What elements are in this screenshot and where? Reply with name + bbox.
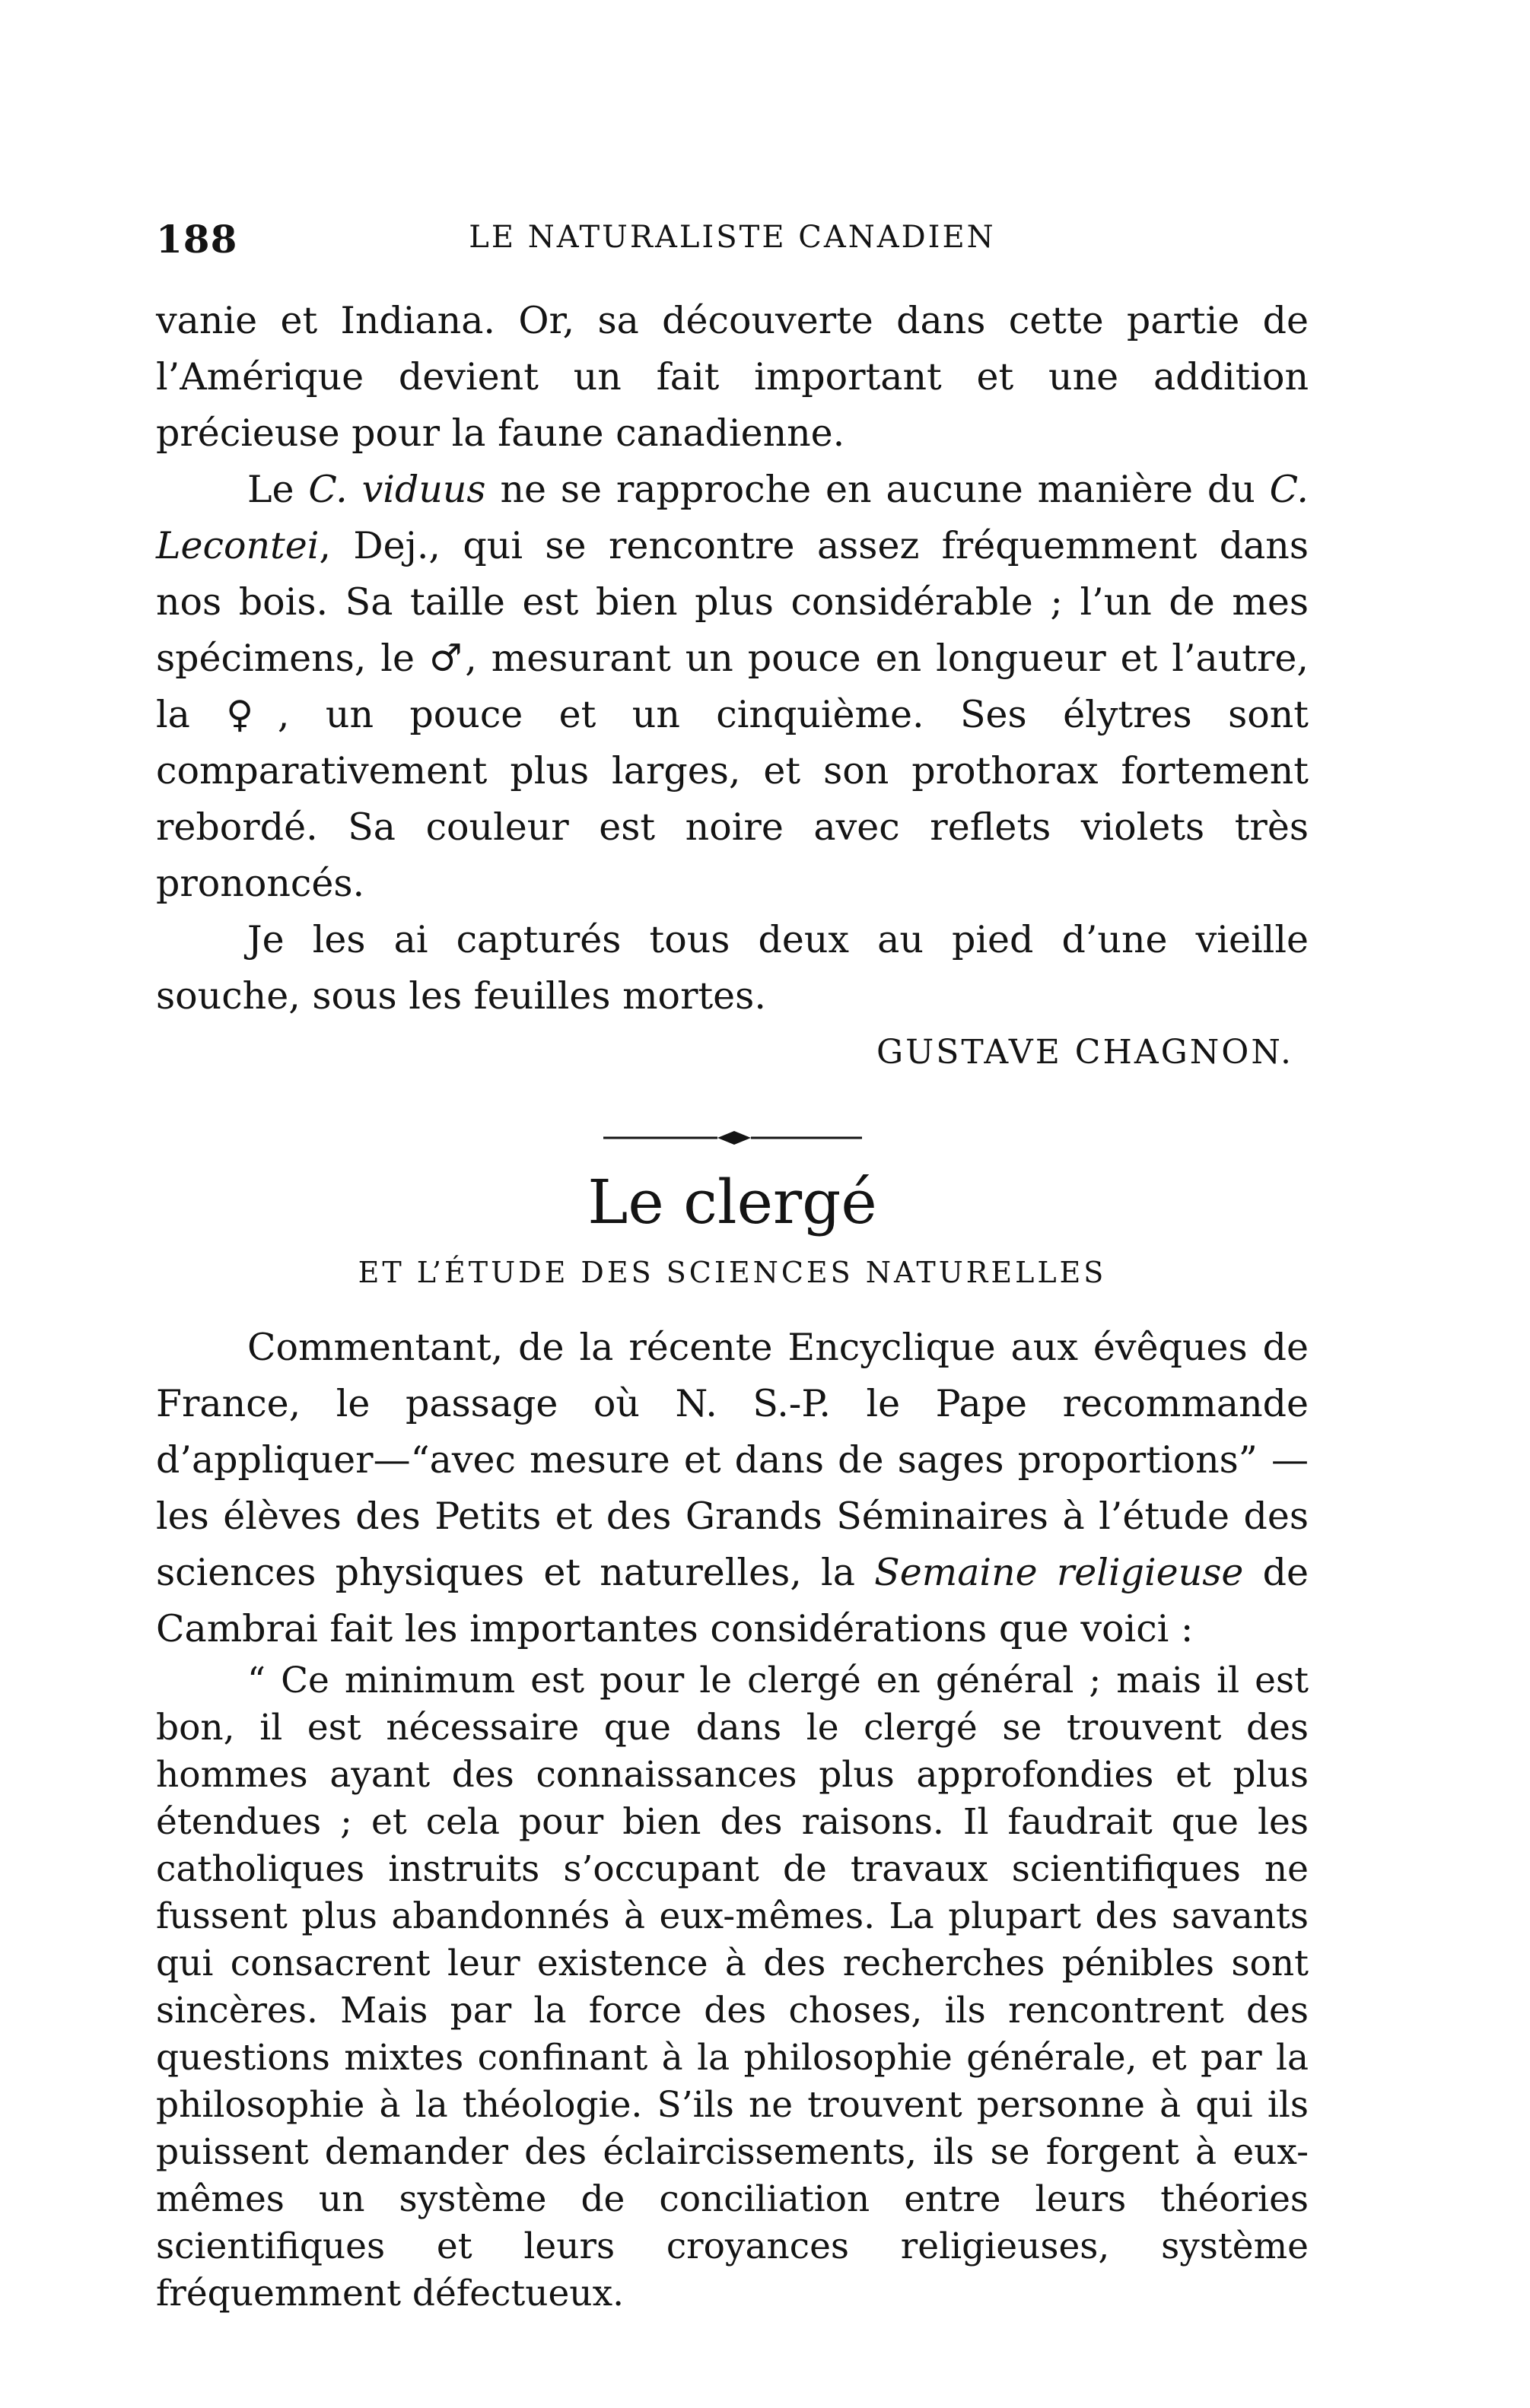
article-subtitle: ET L’ÉTUDE DES SCIENCES NATURELLES bbox=[358, 1256, 1107, 1289]
author-signature: GUSTAVE CHAGNON. bbox=[876, 1033, 1293, 1072]
article-body-2 bbox=[156, 1320, 1309, 1657]
species-name: C. viduus bbox=[308, 468, 486, 511]
paragraph bbox=[156, 462, 1309, 912]
article-title: Le clergé bbox=[587, 1167, 877, 1237]
publication-name: Semaine religieuse bbox=[874, 1551, 1244, 1594]
page-number: 188 bbox=[156, 217, 238, 262]
text: Le bbox=[247, 468, 309, 511]
quote-paragraph: “ Ce minimum est pour le clergé en général ; mais il est bon, il est nécessaire que dans le clergé se trouvent des hommes ayant des connaissances plus approfondies et plus étendues ; et cela pour bien des raisons. Il faudrait que les catholiques instruits s’occupant de travaux scientifiques ne fussent plus abandonnés à eux-mêmes. La plupart des savants qui consacrent leur existence à des recherches pénibles sont sincères. Mais par la force des choses, ils rencontrent des questions mixtes confinant à la philosophie générale, et par la philosophie à la théologie. S’ils ne trouvent personne à qui ils puissent demander des éclaircissements, ils se forgent à eux-mêmes un système de conciliation entre leurs théories scientifiques et leurs croyances religieuses, système fréquemment défectueux. bbox=[156, 1660, 1309, 2314]
paragraph bbox=[156, 1320, 1309, 1657]
text: ne se rapproche en aucune manière du bbox=[485, 468, 1270, 511]
journal-title: LE NATURALISTE CANADIEN bbox=[469, 220, 996, 255]
species-name: C. Lecontei bbox=[156, 468, 1309, 567]
text: Commentant, de la récente Encyclique aux évêques de France, le passage où N. S.-P. le Pape recommande d’appliquer—“avec mesure et dans de sages proportions” —les élèves des Petits et des Grands Séminaires à l’étude des sciences physiques et naturelles, la bbox=[156, 1326, 1309, 1594]
page bbox=[156, 217, 1309, 2317]
paragraph: vanie et Indiana. Or, sa découverte dans cette partie de l’Amérique devient un fait important et une addition précieuse pour la faune canadienne. bbox=[156, 299, 1309, 455]
separator-ornament bbox=[603, 1126, 862, 1149]
block-quote bbox=[156, 1657, 1309, 2317]
article-body bbox=[156, 293, 1309, 1081]
running-head bbox=[156, 217, 1309, 270]
paragraph: Je les ai capturés tous deux au pied d’une vieille souche, sous les feuilles mortes. bbox=[156, 918, 1309, 1018]
text: de Cambrai fait les importantes considérations que voici : bbox=[156, 1551, 1309, 1650]
text: , Dej., qui se rencontre assez fréquemment dans nos bois. Sa taille est bien plus considérable ; l’un de mes spécimens, le ♂, mesurant un pouce en longueur et l’autre, la ♀, un pouce et un cinquième. Ses élytres sont comparativement plus larges, et son prothorax fortement rebordé. Sa couleur est noire avec reflets violets très prononcés. bbox=[156, 524, 1309, 905]
